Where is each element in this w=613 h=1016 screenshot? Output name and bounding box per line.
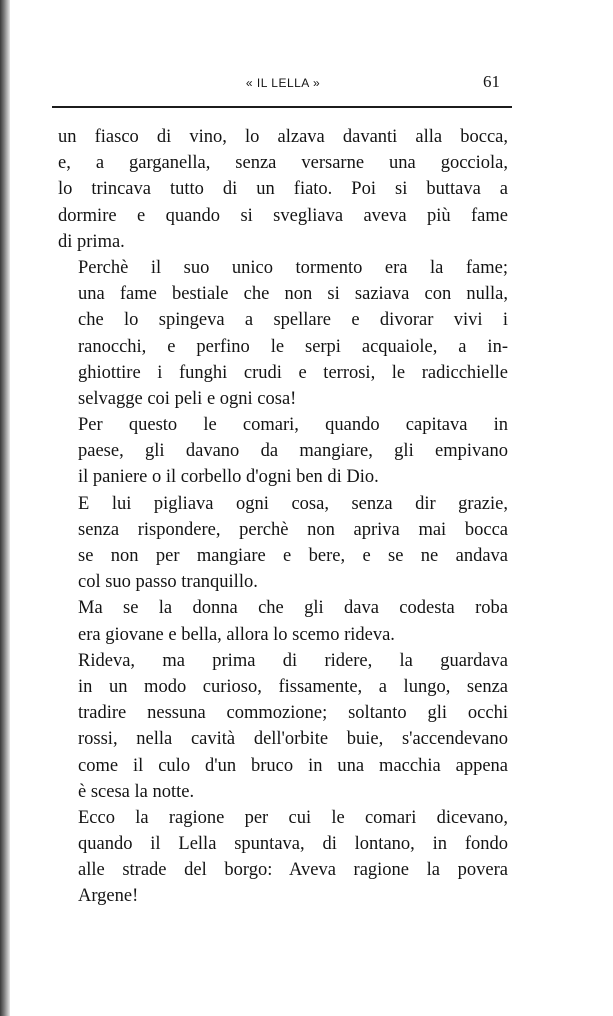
text-line: di prima. (58, 231, 125, 252)
text-line: alle strade del borgo: Aveva ragione la povera (78, 860, 508, 881)
text-line: e, a garganella, senza versarne una gocciola, (58, 153, 508, 174)
text-line: Perchè il suo unico tormento era la fame; (78, 257, 508, 278)
text-line: in un modo curioso, fissamente, a lungo, senza (78, 676, 508, 697)
text-line: rossi, nella cavità dell'orbite buie, s'accendevano (78, 729, 508, 750)
text-line: ghiottire i funghi crudi e terrosi, le radicchielle (78, 362, 508, 383)
text-line: Per questo le comari, quando capitava in (78, 415, 508, 436)
paragraph (58, 124, 508, 255)
page-header (58, 70, 508, 98)
text-line: dormire e quando si svegliava aveva più fame (58, 205, 508, 226)
paragraph (58, 648, 508, 805)
text-line: Argene! (78, 886, 139, 907)
text-line: selvagge coi peli e ogni cosa! (78, 388, 297, 409)
paragraph (58, 805, 508, 910)
header-rule (52, 106, 512, 108)
text-line: Rideva, ma prima di ridere, la guardava (78, 650, 508, 671)
text-line: ranocchi, e perfino le serpi acquaiole, a in- (78, 336, 508, 357)
text-line: senza rispondere, perchè non apriva mai bocca (78, 519, 508, 540)
text-line: tradire nessuna commozione; soltanto gli occhi (78, 703, 508, 724)
text-line: Ma se la donna che gli dava codesta roba (78, 598, 508, 619)
text-line: paese, gli davano da mangiare, gli empivano (78, 441, 508, 462)
page-binding-edge (0, 0, 10, 1016)
body-text (58, 124, 508, 910)
text-line: è scesa la notte. (78, 781, 195, 802)
text-line: un fiasco di vino, lo alzava davanti alla bocca, (58, 127, 508, 147)
paragraph (58, 412, 508, 491)
text-line: col suo passo tranquillo. (78, 572, 258, 593)
text-line: che lo spingeva a spellare e divorar vivi i (78, 310, 508, 331)
text-line: come il culo d'un bruco in una macchia appena (78, 755, 508, 776)
text-line: quando il Lella spuntava, di lontano, in fondo (78, 834, 508, 855)
text-line: Ecco la ragione per cui le comari dicevano, (78, 807, 508, 828)
running-title: « IL LELLA » (245, 76, 321, 90)
paragraph (58, 491, 508, 596)
text-line: era giovane e bella, allora lo scemo rideva. (78, 624, 395, 645)
text-line: E lui pigliava ogni cosa, senza dir grazie, (78, 493, 508, 514)
paragraph (58, 595, 508, 647)
text-line: il paniere o il corbello d'ogni ben di Dio. (78, 467, 379, 488)
paragraph (58, 255, 508, 412)
page-number: 61 (483, 72, 500, 91)
text-line: una fame bestiale che non si saziava con nulla, (78, 284, 508, 305)
text-line: se non per mangiare e bere, e se ne andava (78, 546, 508, 566)
text-line: lo trincava tutto di un fiato. Poi si buttava a (58, 179, 508, 200)
